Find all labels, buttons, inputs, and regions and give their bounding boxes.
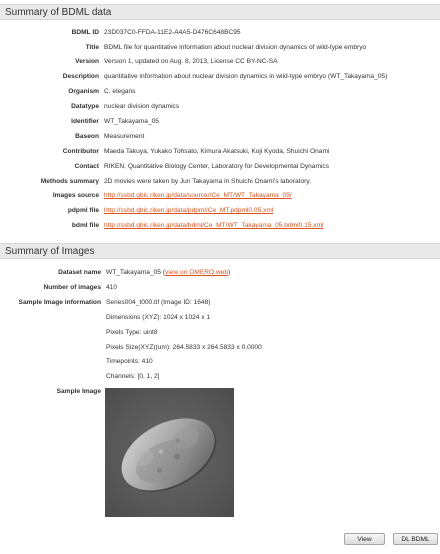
description-label: Description — [62, 73, 99, 80]
version-value: Version 1, updated on Aug. 8, 2013, License CC BY-NC-SA — [104, 58, 278, 65]
contributor-value: Maeda Takuya, Yukako Tohsato, Kimura Akatsuki, Koji Kyoda, Shuichi Onami — [104, 148, 330, 155]
pdpml-file-row — [0, 207, 440, 217]
omero-web-link[interactable]: view on OMERO.web — [165, 269, 229, 276]
methods-summary-label: Methods summary — [40, 178, 99, 185]
datatype-value: nuclear division dynamics — [104, 103, 180, 110]
images-source-row — [0, 192, 440, 202]
pdpml-file-link[interactable]: http://ssbd.qbic.riken.jp/data/pdpml/Ce_MT.pdpml0.05.xml — [104, 207, 274, 214]
bdml-file-link[interactable]: http://ssbd.qbic.riken.jp/data/bdml/Ce_MT/WT_Takayama_05.bdml0.15.xml — [104, 222, 324, 229]
sample-info-line: Dimensions (XYZ): 1024 x 1024 x 1 — [106, 314, 211, 321]
datatype-row — [0, 103, 440, 113]
dataset-name-label: Dataset name — [58, 269, 101, 276]
organism-label: Organism — [68, 88, 99, 95]
datatype-label: Datatype — [71, 103, 99, 110]
bdml-summary-header — [0, 4, 440, 20]
sample-info-line: Pixels Size(XYZ)(um): 264.5833 x 264.5833 x 0.0000 — [106, 344, 262, 351]
contributor-label: Contributor — [62, 148, 99, 155]
images-summary-header — [0, 243, 440, 259]
title-row — [0, 44, 440, 54]
sample-info-line: Series004_t000.tif (Image ID: 1648) — [106, 299, 211, 306]
organism-row — [0, 88, 440, 98]
contact-label: Contact — [74, 163, 99, 170]
methods-summary-row — [0, 178, 440, 188]
baseon-label: Baseon — [75, 133, 99, 140]
version-row — [0, 58, 440, 68]
version-label: Version — [75, 58, 99, 65]
number-of-images-row — [0, 284, 440, 294]
organism-value: C. elegans — [104, 88, 136, 95]
bdml-id-row — [0, 29, 440, 39]
methods-summary-value: 2D movies were taken by Jun Takayama in Shuichi Onami's laboratory. — [104, 178, 311, 185]
dataset-link-close: ) — [228, 269, 231, 276]
identifier-value: WT_Takayama_05 — [104, 118, 159, 125]
number-of-images-label: Number of images — [43, 284, 101, 291]
bdml-id-label: BDML ID — [71, 29, 99, 36]
bdml-summary-title: Summary of BDML data — [5, 7, 112, 18]
images-source-label: Images source — [52, 192, 99, 199]
dataset-link-open: ( — [162, 269, 166, 276]
identifier-label: Identifier — [71, 118, 99, 125]
baseon-value: Measurement — [104, 133, 145, 140]
bdml-file-row — [0, 222, 440, 232]
sample-info-row — [0, 299, 440, 309]
identifier-row — [0, 118, 440, 128]
pdpml-file-label: pdpml file — [67, 207, 99, 214]
embryo-micrograph — [105, 388, 234, 517]
sample-image-label: Sample Image — [56, 388, 101, 395]
sample-info-label: Sample Image information — [18, 299, 101, 306]
dl-bdml-button[interactable]: DL BDML — [393, 533, 438, 545]
baseon-row — [0, 133, 440, 143]
description-row — [0, 73, 440, 83]
images-source-link[interactable]: http://ssbd.qbic.riken.jp/data/source//Ce_MT/WT_Takayama_05/ — [104, 192, 292, 199]
contributor-row — [0, 148, 440, 158]
contact-row — [0, 163, 440, 173]
title-label: Title — [85, 44, 99, 51]
bdml-file-label: bdml file — [71, 222, 99, 229]
sample-info-line: Channels: [0, 1, 2] — [106, 373, 160, 380]
images-summary-title: Summary of Images — [5, 246, 95, 257]
sample-embryo-image[interactable] — [105, 388, 234, 517]
title-value: BDML file for quantitative information about nuclear division dynamics of wild-type embryo — [104, 44, 367, 51]
dataset-name-value: WT_Takayama_05 — [106, 269, 161, 276]
number-of-images-value: 410 — [106, 284, 118, 291]
description-value: quantitative information about nuclear division dynamics in wild-type embryo (WT_Takayama_05) — [104, 73, 388, 80]
contact-value: RIKEN, Quantitative Biology Center, Laboratory for Developmental Dynamics — [104, 163, 330, 170]
sample-info-line: Pixels Type: uint8 — [106, 329, 158, 336]
view-button[interactable]: View — [344, 533, 385, 545]
sample-info-line: Timepoints: 410 — [106, 358, 153, 365]
bdml-id-value: 23D037C0-FFDA-11E2-A4A5-D476C648BC95 — [104, 29, 241, 36]
dataset-name-row — [0, 269, 440, 279]
